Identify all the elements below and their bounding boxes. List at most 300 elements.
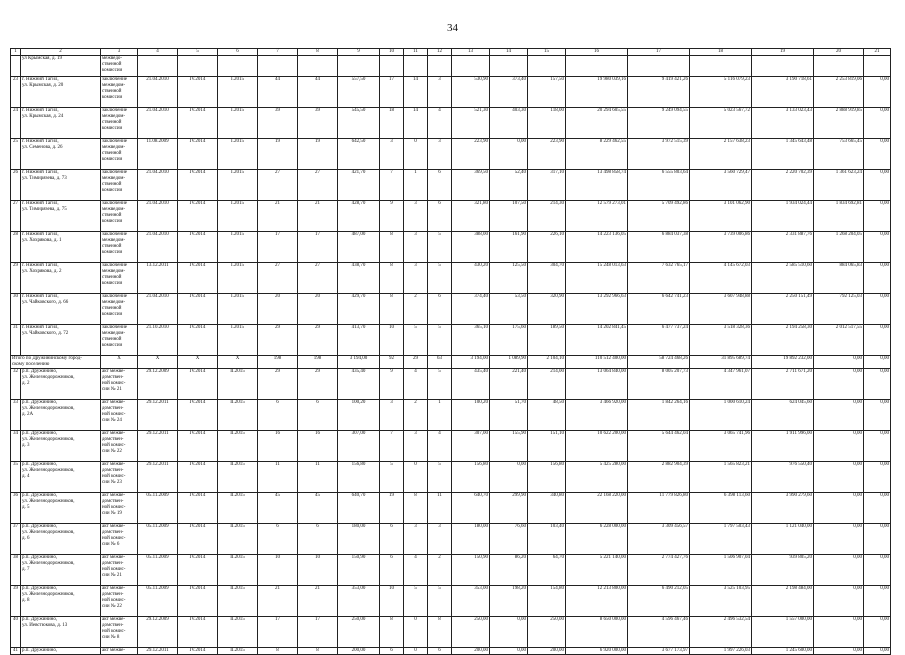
table-cell: 5 425 280,00 xyxy=(566,462,628,493)
table-cell: 640,70 xyxy=(452,493,490,524)
table-cell: I.2015 xyxy=(218,139,258,170)
table-cell: 5 xyxy=(404,325,428,356)
table-cell: 4 347 961,07 xyxy=(690,369,752,400)
table-cell: г. Нижний Тагил, ул. Крымская, д. 20 xyxy=(21,77,101,108)
table-cell: 2 157 638,23 xyxy=(690,139,752,170)
table-row xyxy=(11,325,891,356)
table-cell xyxy=(298,56,338,77)
table-cell: 27 xyxy=(298,170,338,201)
table-cell: 156,80 xyxy=(452,462,490,493)
table-cell: 05.11.2009 xyxy=(138,524,178,555)
table-cell: р.п. Дружинино, ул. Железнодорожников, д. 2 xyxy=(21,369,101,400)
table-cell: X xyxy=(218,356,258,369)
table-cell: 39 xyxy=(11,586,21,617)
table-cell: 110 512 400,00 xyxy=(566,356,628,369)
table-cell: 34 xyxy=(11,431,21,462)
table-cell: 8 229 462,55 xyxy=(566,139,628,170)
table-cell: 3 739 006,86 xyxy=(690,232,752,263)
table-cell xyxy=(452,56,490,77)
table-cell: 0,00 xyxy=(864,462,891,493)
table-cell: II.2015 xyxy=(218,586,258,617)
table-cell: 223,90 xyxy=(452,139,490,170)
table-cell: 7 632 765,17 xyxy=(628,263,690,294)
table-cell: 41 xyxy=(11,648,21,655)
table-cell: 0,00 xyxy=(864,400,891,431)
table-cell: I.2015 xyxy=(218,77,258,108)
table-cell: 353,00 xyxy=(338,586,380,617)
table-cell: 3 466 920,00 xyxy=(566,400,628,431)
table-cell: 10 xyxy=(380,325,404,356)
table-cell: 3 xyxy=(404,263,428,294)
column-number: 17 xyxy=(628,49,690,56)
table-cell: IV.2014 xyxy=(178,263,218,294)
table-cell: 6 xyxy=(380,555,404,586)
table-cell: 13 292 966,63 xyxy=(566,294,628,325)
table-cell: 13.12.2011 xyxy=(138,263,178,294)
table-cell: заключение межведом- ственной комиссии xyxy=(101,108,138,139)
table-cell: IV.2014 xyxy=(178,400,218,431)
table-cell: 369,50 xyxy=(452,170,490,201)
table-cell: 487,00 xyxy=(338,232,380,263)
table-cell: 19 xyxy=(258,139,298,170)
table-cell: 0,00 xyxy=(814,493,864,524)
table-cell: 388,00 xyxy=(452,232,490,263)
table-cell: акт межве- домствен- ной комис- сии № 22 xyxy=(101,586,138,617)
table-cell: 5 xyxy=(428,325,452,356)
table-cell: 226,10 xyxy=(528,232,566,263)
table-cell: 8 xyxy=(258,648,298,655)
table-row xyxy=(11,648,891,655)
table-cell: 21 xyxy=(258,586,298,617)
table-cell: 53,50 xyxy=(490,294,528,325)
table-cell: 198,20 xyxy=(490,586,528,617)
table-cell: заключение межведом- ственной комиссии xyxy=(101,232,138,263)
table-cell: 27 xyxy=(258,170,298,201)
table-cell: 17 xyxy=(258,232,298,263)
table-cell: 125,50 xyxy=(490,263,528,294)
table-cell: II.2015 xyxy=(218,524,258,555)
table-cell: 39 xyxy=(258,108,298,139)
table-cell: II.2015 xyxy=(218,369,258,400)
table-cell: заключение межведом- ственной комиссии xyxy=(101,263,138,294)
table-cell: 976 550,40 xyxy=(752,462,814,493)
table-cell: 39 xyxy=(298,108,338,139)
table-cell: I.2015 xyxy=(218,201,258,232)
table-cell xyxy=(528,56,566,77)
table-cell: 45 xyxy=(258,493,298,524)
table-cell: 35 xyxy=(11,462,21,493)
table-cell: 0,00 xyxy=(864,294,891,325)
table-cell: 21 xyxy=(258,201,298,232)
table-cell: II.2015 xyxy=(218,493,258,524)
table-cell: 4 145 672,03 xyxy=(690,263,752,294)
table-cell: 0,00 xyxy=(490,648,528,655)
table-cell: 200,00 xyxy=(528,648,566,655)
table-cell: р.п. Дружинино, xyxy=(21,648,101,655)
table-cell: 624 045,60 xyxy=(752,400,814,431)
table-cell: 17 xyxy=(298,617,338,648)
table-cell: IV.2014 xyxy=(178,139,218,170)
table-cell: 118,00 xyxy=(528,108,566,139)
table-cell: 0,00 xyxy=(864,524,891,555)
table-cell: 8 xyxy=(380,294,404,325)
table-cell: 0,00 xyxy=(490,139,528,170)
table-row xyxy=(11,493,891,524)
table-cell: 3 xyxy=(380,139,404,170)
table-cell: акт межве- домствен- ной комис- сии № 6 xyxy=(101,524,138,555)
table-cell: IV.2014 xyxy=(178,369,218,400)
column-number: 6 xyxy=(218,49,258,56)
table-cell: 3 607 948,88 xyxy=(690,294,752,325)
table-cell: 2 774 427,76 xyxy=(628,555,690,586)
table-cell: 11.08.2009 xyxy=(138,139,178,170)
table-cell: 0,00 xyxy=(490,462,528,493)
table-row xyxy=(11,586,891,617)
table-cell: 8 xyxy=(404,493,428,524)
table-cell: 250,00 xyxy=(528,617,566,648)
table-cell: 9 xyxy=(380,369,404,400)
table-cell: 29 xyxy=(11,263,21,294)
table-cell: 48,50 xyxy=(528,400,566,431)
table-cell: 3 065 741,96 xyxy=(690,431,752,462)
column-number: 20 xyxy=(814,49,864,56)
table-cell: 2 331 887,76 xyxy=(752,232,814,263)
table-cell: IV.2014 xyxy=(178,586,218,617)
table-cell: 8 xyxy=(380,617,404,648)
table-cell: 0 xyxy=(404,648,428,655)
table-cell: 374,40 xyxy=(452,294,490,325)
table-cell: 0,00 xyxy=(864,356,891,369)
table-cell: 19 xyxy=(380,493,404,524)
table-cell: 156,80 xyxy=(338,462,380,493)
table-cell: II.2015 xyxy=(218,462,258,493)
table-cell: 3 xyxy=(404,431,428,462)
column-number: 21 xyxy=(864,49,891,56)
table-cell: 4 xyxy=(404,369,428,400)
table-cell: 2 xyxy=(404,400,428,431)
table-cell: заключение межведом- ственной комиссии xyxy=(101,77,138,108)
table-cell: 6 xyxy=(428,648,452,655)
table-cell: IV.2014 xyxy=(178,232,218,263)
table-cell xyxy=(628,56,690,77)
table-cell: 29 xyxy=(404,356,428,369)
table-cell: г. Нижний Тагил, ул. Чайковского, д. 66 xyxy=(21,294,101,325)
table-cell: р.п. Дружинино, ул. Иевстюкова, д. 13 xyxy=(21,617,101,648)
table-cell: 353,00 xyxy=(452,586,490,617)
table-cell: 884 065,83 xyxy=(814,263,864,294)
table-cell: 86,20 xyxy=(490,555,528,586)
table-cell: IV.2014 xyxy=(178,170,218,201)
table-cell: 1 842 264,16 xyxy=(628,400,690,431)
table-cell: 299,90 xyxy=(490,493,528,524)
table-cell: 22 168 220,00 xyxy=(566,493,628,524)
table-cell: 2 xyxy=(404,294,428,325)
table-cell xyxy=(864,56,891,77)
table-cell: 29.12.2011 xyxy=(138,400,178,431)
table-cell: 58 724 468,26 xyxy=(628,356,690,369)
table-cell: 1 xyxy=(428,400,452,431)
table-cell: 6 xyxy=(428,201,452,232)
table-cell: IV.2014 xyxy=(178,462,218,493)
table-cell: 3 xyxy=(404,201,428,232)
table-cell: г. Нижний Тагил, ул. Тимирязева, д. 75 xyxy=(21,201,101,232)
table-cell: 0,00 xyxy=(864,263,891,294)
table-cell: 14 xyxy=(404,108,428,139)
table-cell: 21.10.2010 xyxy=(138,325,178,356)
column-number: 10 xyxy=(380,49,404,56)
table-cell: 10 xyxy=(298,555,338,586)
table-cell: 6 xyxy=(258,524,298,555)
table-cell: 3 133 023,43 xyxy=(752,108,814,139)
table-cell: 21.04.2010 xyxy=(138,77,178,108)
table-cell: 8 xyxy=(428,617,452,648)
table-cell: 373,40 xyxy=(490,77,528,108)
table-cell: 05.11.2009 xyxy=(138,555,178,586)
table-cell: 1 997 226,03 xyxy=(690,648,752,655)
table-cell: 0,00 xyxy=(814,586,864,617)
table-cell: 30 xyxy=(11,294,21,325)
table-cell: 151,10 xyxy=(528,431,566,462)
table-cell: 2 496 532,54 xyxy=(690,617,752,648)
table-cell: заключение межведом- ственной комиссии xyxy=(101,139,138,170)
table-cell: 8 650 000,00 xyxy=(566,617,628,648)
table-cell: г. Нижний Тагил, ул. Семенова, д. 26 xyxy=(21,139,101,170)
table-cell: 189,50 xyxy=(528,325,566,356)
table-cell: 9 419 421,26 xyxy=(628,77,690,108)
table-cell: 6 477 737,24 xyxy=(628,325,690,356)
table-cell xyxy=(690,56,752,77)
table-cell xyxy=(218,56,258,77)
table-cell: 14 223 136,05 xyxy=(566,232,628,263)
table-cell: 1 797 503,43 xyxy=(690,524,752,555)
table-cell: 155,90 xyxy=(490,431,528,462)
table-cell xyxy=(428,56,452,77)
table-cell: 3 xyxy=(428,77,452,108)
table-cell: 14 202 841,45 xyxy=(566,325,628,356)
table-cell: 12 213 800,00 xyxy=(566,586,628,617)
table-cell: 29.12.2011 xyxy=(138,648,178,655)
total-row xyxy=(11,356,891,369)
table-cell: 21.04.2010 xyxy=(138,294,178,325)
table-cell: 5 xyxy=(428,263,452,294)
column-number: 11 xyxy=(404,49,428,56)
table-cell: г. Нижний Тагил, ул. Тимирязева, д. 73 xyxy=(21,170,101,201)
table-row xyxy=(11,431,891,462)
table-cell: 0,00 xyxy=(864,617,891,648)
table-cell: 1 345 643,48 xyxy=(752,139,814,170)
table-cell: 19 892 232,00 xyxy=(752,356,814,369)
table-cell: 14 xyxy=(404,77,428,108)
table-cell: 29 xyxy=(298,369,338,400)
table-row xyxy=(11,462,891,493)
table-cell: 198 xyxy=(298,356,338,369)
table-cell: 0,00 xyxy=(864,325,891,356)
table-row xyxy=(11,108,891,139)
table-cell: 0,00 xyxy=(814,400,864,431)
table-cell: 0,00 xyxy=(814,648,864,655)
table-cell: I.2015 xyxy=(218,108,258,139)
table-cell: 0,00 xyxy=(864,77,891,108)
table-cell: 10 622 200,00 xyxy=(566,431,628,462)
table-cell: 17 xyxy=(380,77,404,108)
table-cell: 6 884 037,38 xyxy=(628,232,690,263)
table-cell: 161,90 xyxy=(490,232,528,263)
column-number: 16 xyxy=(566,49,628,56)
column-number: 18 xyxy=(690,49,752,56)
table-cell: 8 xyxy=(380,232,404,263)
table-cell: IV.2014 xyxy=(178,431,218,462)
table-row xyxy=(11,555,891,586)
table-cell: 0 xyxy=(404,139,428,170)
table-cell: 5 116 079,23 xyxy=(690,77,752,108)
table-cell: 0,00 xyxy=(814,356,864,369)
table-cell: 16 xyxy=(298,431,338,462)
table-row xyxy=(11,139,891,170)
column-number: 2 xyxy=(21,49,101,56)
table-cell: 321,80 xyxy=(452,201,490,232)
table-cell: 37 xyxy=(11,524,21,555)
table-cell: 3 101 062,90 xyxy=(690,201,752,232)
table-cell: 1 xyxy=(404,170,428,201)
table-cell: 753 665,45 xyxy=(814,139,864,170)
table-cell: 0,00 xyxy=(864,431,891,462)
table-cell: 2 012 517,55 xyxy=(814,325,864,356)
table-cell: 0,00 xyxy=(814,369,864,400)
table-cell: 6 xyxy=(428,294,452,325)
table-cell: 250,00 xyxy=(338,617,380,648)
column-number: 8 xyxy=(298,49,338,56)
table-cell: IV.2014 xyxy=(178,648,218,655)
table-cell: 18 xyxy=(380,108,404,139)
table-cell: 2 194 258,30 xyxy=(752,325,814,356)
table-cell: 1 000 610,24 xyxy=(690,400,752,431)
table-cell: 103,40 xyxy=(528,524,566,555)
column-number: 5 xyxy=(178,49,218,56)
table-cell: 2 585 510,60 xyxy=(752,263,814,294)
table-cell: 26 xyxy=(11,170,21,201)
table-cell: I.2015 xyxy=(218,170,258,201)
table-cell: 12 579 273,01 xyxy=(566,201,628,232)
table-cell: 5 xyxy=(428,462,452,493)
table-cell: 19 980 039,16 xyxy=(566,77,628,108)
table-cell: 557,50 xyxy=(338,77,380,108)
table-cell: 2 711 671,20 xyxy=(752,369,814,400)
table-cell: IV.2014 xyxy=(178,493,218,524)
table-cell: 221,40 xyxy=(490,369,528,400)
table-cell: I.2015 xyxy=(218,294,258,325)
table-cell: 51,70 xyxy=(490,400,528,431)
table-cell: р.п. Дружинино, ул. Железнодорожников, д. 5 xyxy=(21,493,101,524)
column-number: 1 xyxy=(11,49,21,56)
column-number: 7 xyxy=(258,49,298,56)
table-cell: 24 xyxy=(11,108,21,139)
table-cell: 0,00 xyxy=(864,232,891,263)
table-cell: 29.12.2011 xyxy=(138,431,178,462)
column-number: 3 xyxy=(101,49,138,56)
table-cell: 0,00 xyxy=(864,493,891,524)
column-number: 9 xyxy=(338,49,380,56)
table-cell: 3 518 328,36 xyxy=(690,325,752,356)
table-cell: р.п. Дружинино, ул. Железнодорожников, д. 7 xyxy=(21,555,101,586)
table-cell: р.п. Дружинино, ул. Железнодорожников, д. 3 xyxy=(21,431,101,462)
table-cell: г. Нижний Тагил, ул. Крымская, д. 24 xyxy=(21,108,101,139)
table-cell: 150,90 xyxy=(338,555,380,586)
table-cell xyxy=(752,56,814,77)
table-cell: 2 xyxy=(428,555,452,586)
table-cell: 6 xyxy=(380,524,404,555)
table-cell: II.2015 xyxy=(218,400,258,431)
table-cell: 157,50 xyxy=(528,77,566,108)
table-cell: 21 xyxy=(298,586,338,617)
table-cell: 5 221 140,00 xyxy=(566,555,628,586)
table-cell: 200,00 xyxy=(338,648,380,655)
table-cell: X xyxy=(178,356,218,369)
table-cell: 32 xyxy=(11,369,21,400)
table-cell: 5 023 567,72 xyxy=(690,108,752,139)
table-cell: I.2015 xyxy=(218,263,258,294)
table-cell: 2 198 484,00 xyxy=(752,586,814,617)
table-cell: 9 249 094,55 xyxy=(628,108,690,139)
table-cell: 27 xyxy=(258,263,298,294)
table-cell: 5 xyxy=(380,462,404,493)
table-cell: 154,80 xyxy=(528,586,566,617)
table-cell: 05.11.2009 xyxy=(138,586,178,617)
table-cell: 3 972 515,39 xyxy=(628,139,690,170)
table-cell: 19 xyxy=(298,139,338,170)
table-cell: 92 xyxy=(380,356,404,369)
table-cell: 2 253 819,06 xyxy=(814,77,864,108)
table-cell: 421,70 xyxy=(338,170,380,201)
table-cell: 13 064 840,00 xyxy=(566,369,628,400)
table-cell: 6 920 000,00 xyxy=(566,648,628,655)
table-cell: 63 xyxy=(428,356,452,369)
table-cell: 156,80 xyxy=(528,462,566,493)
table-cell: 11 xyxy=(258,462,298,493)
table-cell: 31 xyxy=(11,325,21,356)
table-cell: 429,70 xyxy=(338,294,380,325)
table-cell: 1 834 692,81 xyxy=(814,201,864,232)
table-cell xyxy=(11,56,21,77)
table-cell: 0 xyxy=(404,617,428,648)
table-cell: 29.12.2011 xyxy=(138,462,178,493)
table-cell: 7 xyxy=(380,170,404,201)
table-cell: IV.2014 xyxy=(178,524,218,555)
table-cell: 640,70 xyxy=(338,493,380,524)
table-cell: II.2015 xyxy=(218,617,258,648)
table-cell: 0,00 xyxy=(864,369,891,400)
table-cell: 40 xyxy=(11,617,21,648)
table-cell: акт межве- xyxy=(101,648,138,655)
column-number: 15 xyxy=(528,49,566,56)
table-cell: 403,30 xyxy=(490,108,528,139)
table-cell: 307,00 xyxy=(338,431,380,462)
table-cell: 1 245 600,00 xyxy=(752,648,814,655)
table-cell: 0,00 xyxy=(864,586,891,617)
table-cell: 64,70 xyxy=(528,555,566,586)
table-row xyxy=(11,56,891,77)
table-cell: 545,50 xyxy=(338,108,380,139)
table-cell: 5 xyxy=(404,586,428,617)
table-cell: 250,00 xyxy=(452,617,490,648)
table-cell: 36 xyxy=(11,493,21,524)
table-cell: 6 490 212,05 xyxy=(628,586,690,617)
table-cell: 0 xyxy=(404,462,428,493)
table-cell: 28 xyxy=(11,232,21,263)
table-cell: акт межве- домствен- ной комис- сии № 19 xyxy=(101,493,138,524)
table-cell: Итого по Дружининскому город- скому поселению xyxy=(11,356,101,369)
table-cell: 8 xyxy=(380,263,404,294)
table-cell: ул Крымская, д. 19 xyxy=(21,56,101,77)
